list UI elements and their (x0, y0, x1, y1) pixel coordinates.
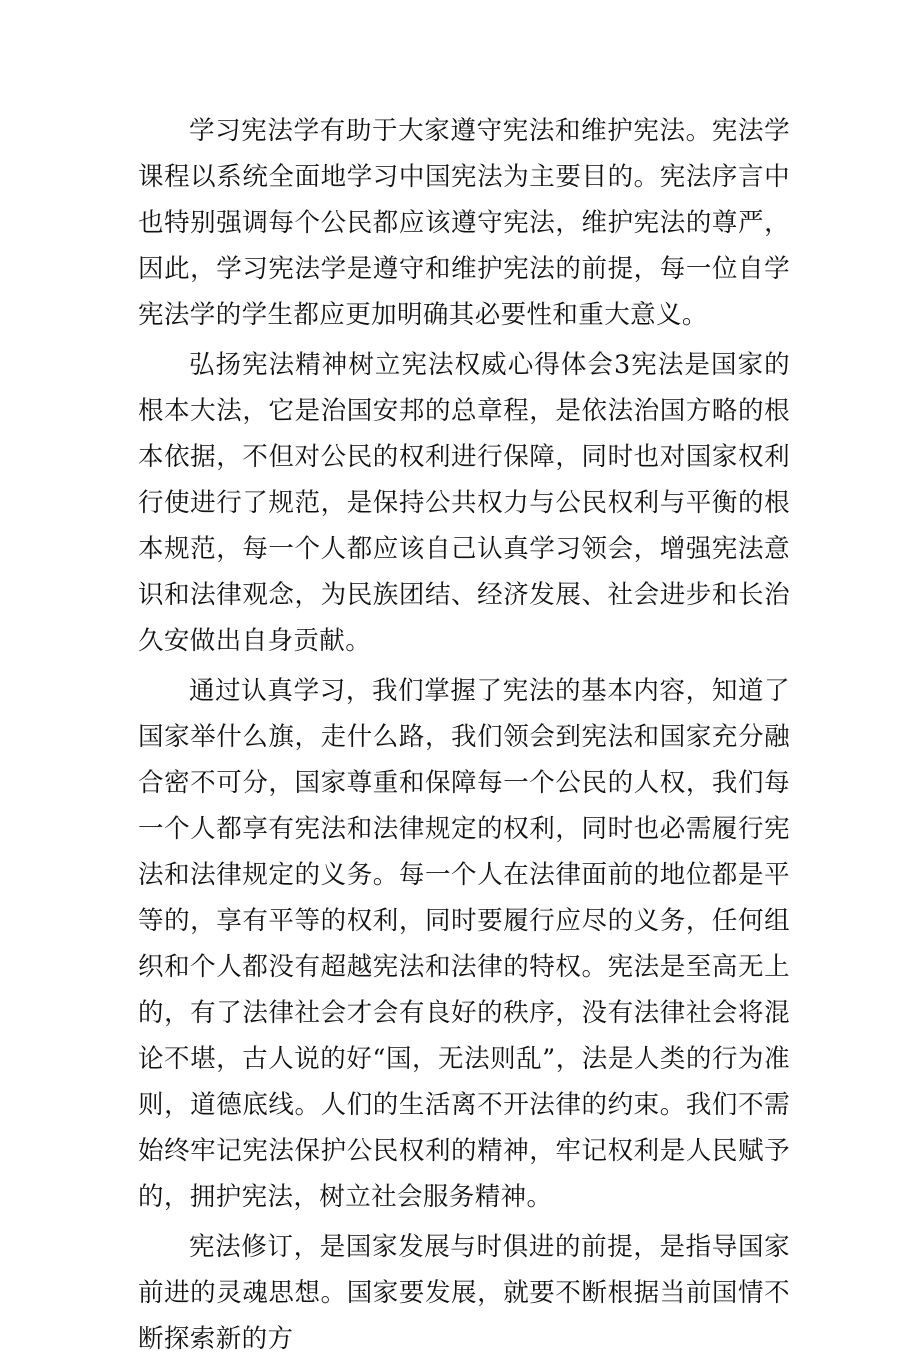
paragraph-study-constitution: 学习宪法学有助于大家遵守宪法和维护宪法。宪法学课程以系统全面地学习中国宪法为主要目的。宪法序言中也特别强调每个公民都应该遵守宪法，维护宪法的尊严，因此，学习宪法学是遵守和维护宪法的前提，每一位自学宪法学的学生都应更加明确其必要性和重大意义。 (138, 116, 790, 330)
paragraph-study-content: 通过认真学习，我们掌握了宪法的基本内容，知道了国家举什么旗，走什么路，我们领会到宪法和国家充分融合密不可分，国家尊重和保障每一个公民的人权，我们每一个人都享有宪法和法律规定的权利，同时也必需履行宪法和法律规定的义务。每一个人在法律面前的地位都是平等的，享有平等的权利，同时要履行应尽的义务，任何组织和个人都没有超越宪法和法律的特权。宪法是至高无上的，有了法律社会才会有良好的秩序，没有法律社会将混论不堪，古人说的好“国，无法则乱”，法是人类的行为准则，道德底线。人们的生活离不开法律的约束。我们不需始终牢记宪法保护公民权利的精神，牢记权利是人民赋予的，拥护宪法，树立社会服务精神。 (138, 676, 790, 1212)
document-body (138, 108, 790, 1366)
paragraph-constitution-spirit: 弘扬宪法精神树立宪法权威心得体会3宪法是国家的根本大法，它是治国安邦的总章程，是依法治国方略的根本依据，不但对公民的权利进行保障，同时也对国家权利行使进行了规范，是保持公共权力与公民权利与平衡的根本规范，每一个人都应该自己认真学习领会，增强宪法意识和法律观念，为民族团结、经济发展、社会进步和长治久安做出自身贡献。 (138, 350, 790, 656)
paragraph-constitution-revision: 宪法修订，是国家发展与时俱进的前提，是指导国家前进的灵魂思想。国家要发展，就要不断根据当前国情不断探索新的方 (138, 1232, 790, 1354)
